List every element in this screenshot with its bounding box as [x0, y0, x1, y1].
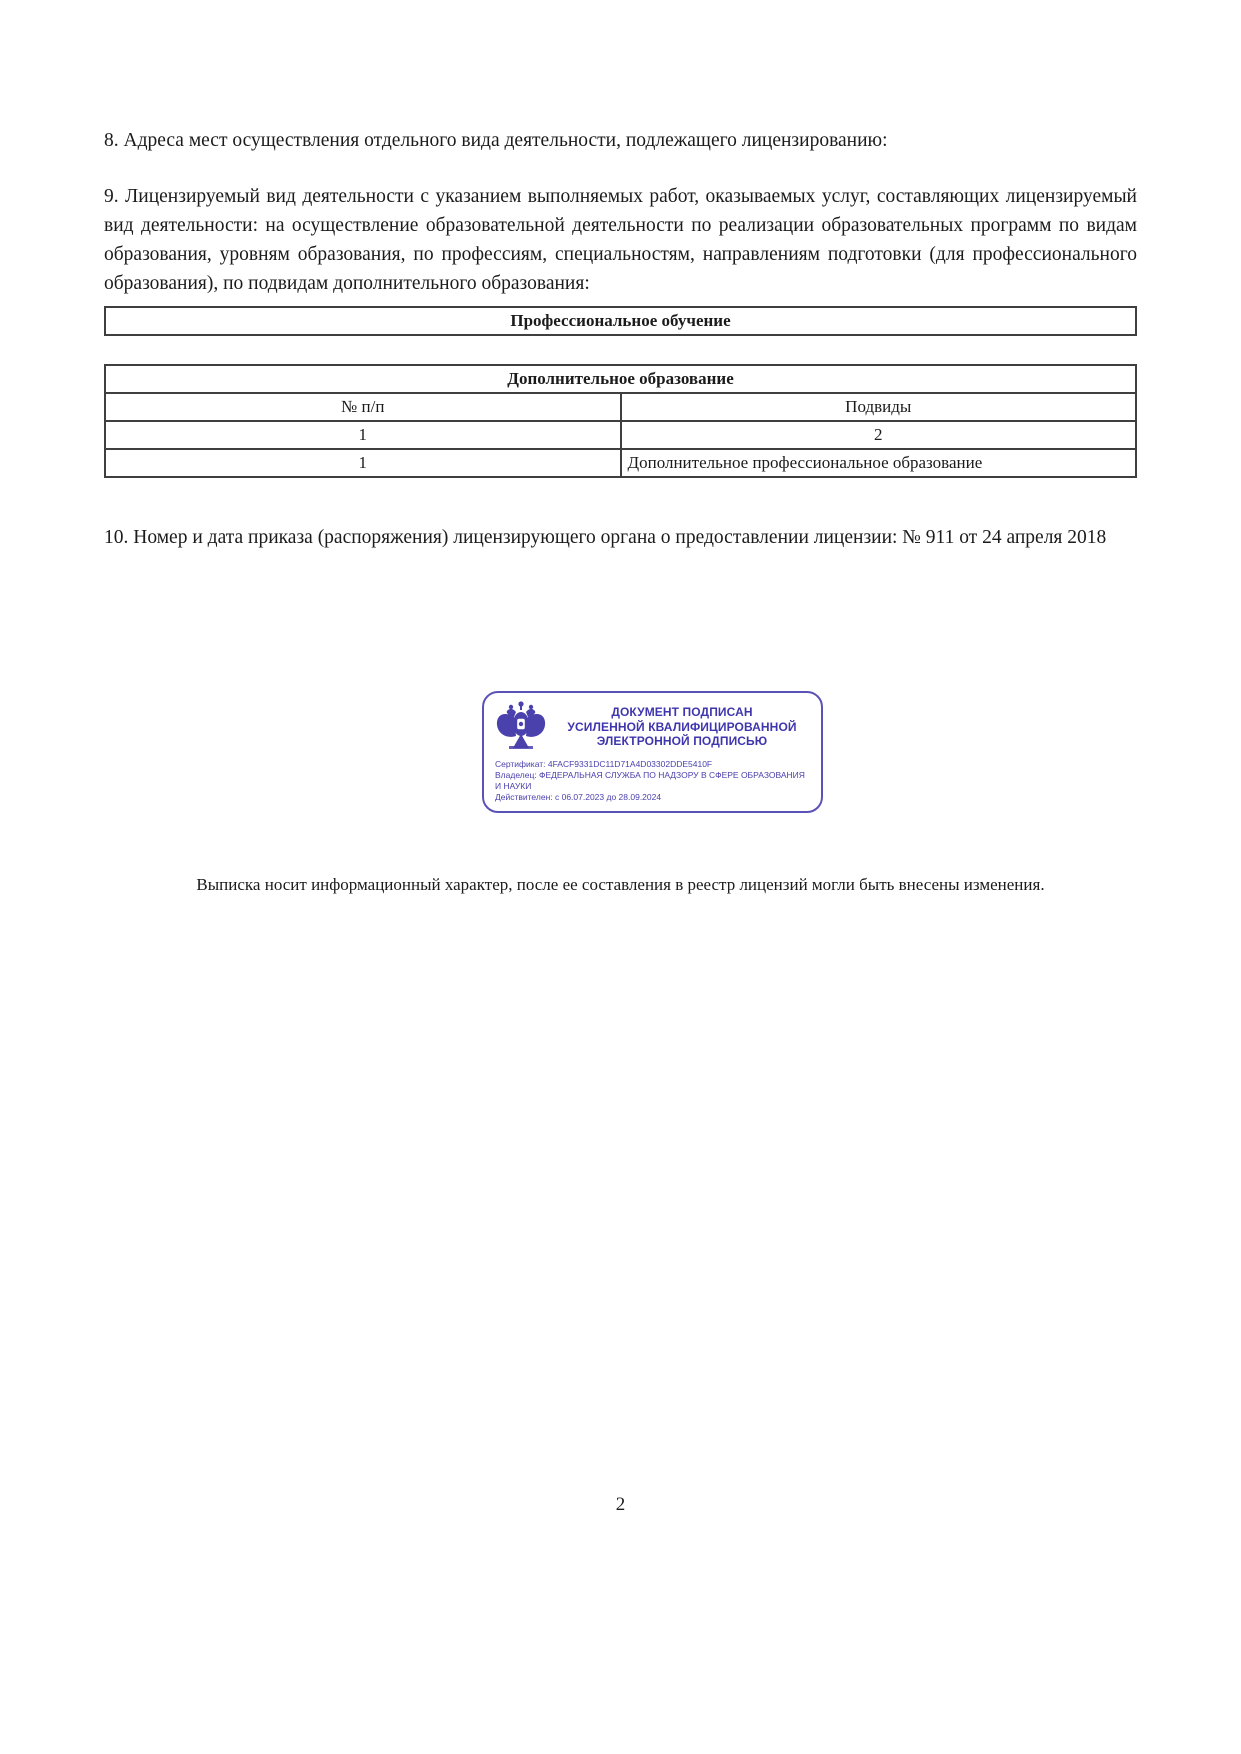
stamp-details [495, 759, 811, 803]
additional-education-title: Дополнительное образование [105, 365, 1136, 393]
column-header-subtypes: Подвиды [621, 393, 1137, 421]
row-number-cell: 1 [105, 449, 621, 477]
additional-education-table [104, 364, 1137, 478]
paragraph-9: 9. Лицензируемый вид деятельности с указанием выполняемых работ, оказываемых услуг, составляющих лицензируемый вид деятельности: на осуществление образовательной деятельности по реализации образовательных программ по видам образования, уровням образования, по профессиям, специальностям, направлениям подготовки (для профессионального образования), по подвидам дополнительного образования: [104, 186, 1137, 294]
stamp-title [553, 705, 811, 749]
professional-training-table [104, 306, 1137, 336]
stamp-certificate: Сертификат: 4FACF9331DC11D71A4D03302DDE5410F [495, 759, 713, 769]
table-title-row [105, 365, 1136, 393]
stamp-owner: Владелец: ФЕДЕРАЛЬНАЯ СЛУЖБА ПО НАДЗОРУ В СФЕРЕ ОБРАЗОВАНИЯ И НАУКИ [495, 770, 805, 791]
coat-of-arms-icon [495, 700, 547, 754]
numbering-cell-1: 1 [105, 421, 621, 449]
table-title-row [105, 307, 1136, 335]
footnote: Выписка носит информационный характер, после ее составления в реестр лицензий могли быть внесены изменения. [196, 875, 1045, 894]
stamp-title-line3: ЭЛЕКТРОННОЙ ПОДПИСЬЮ [596, 734, 768, 749]
digital-signature-stamp [482, 691, 823, 813]
column-header-num: № п/п [105, 393, 621, 421]
professional-training-title: Профессиональное обучение [105, 307, 1136, 335]
row-subtype-cell: Дополнительное профессиональное образование [621, 449, 1137, 477]
page-number: 2 [615, 1494, 626, 1515]
stamp-validity: Действителен: с 06.07.2023 до 28.09.2024 [495, 792, 662, 802]
table-numbering-row [105, 421, 1136, 449]
stamp-header [495, 700, 811, 754]
paragraph-8: 8. Адреса мест осуществления отдельного вида деятельности, подлежащего лицензированию: [104, 130, 888, 151]
table-header-row [105, 393, 1136, 421]
paragraph-10: 10. Номер и дата приказа (распоряжения) лицензирующего органа о предоставлении лицензии: № 911 от 24 апреля 2018 [104, 527, 1107, 548]
stamp-title-line1: ДОКУМЕНТ ПОДПИСАН [611, 705, 753, 720]
numbering-cell-2: 2 [621, 421, 1137, 449]
stamp-title-line2: УСИЛЕННОЙ КВАЛИФИЦИРОВАННОЙ [567, 719, 797, 734]
table-row [105, 449, 1136, 477]
